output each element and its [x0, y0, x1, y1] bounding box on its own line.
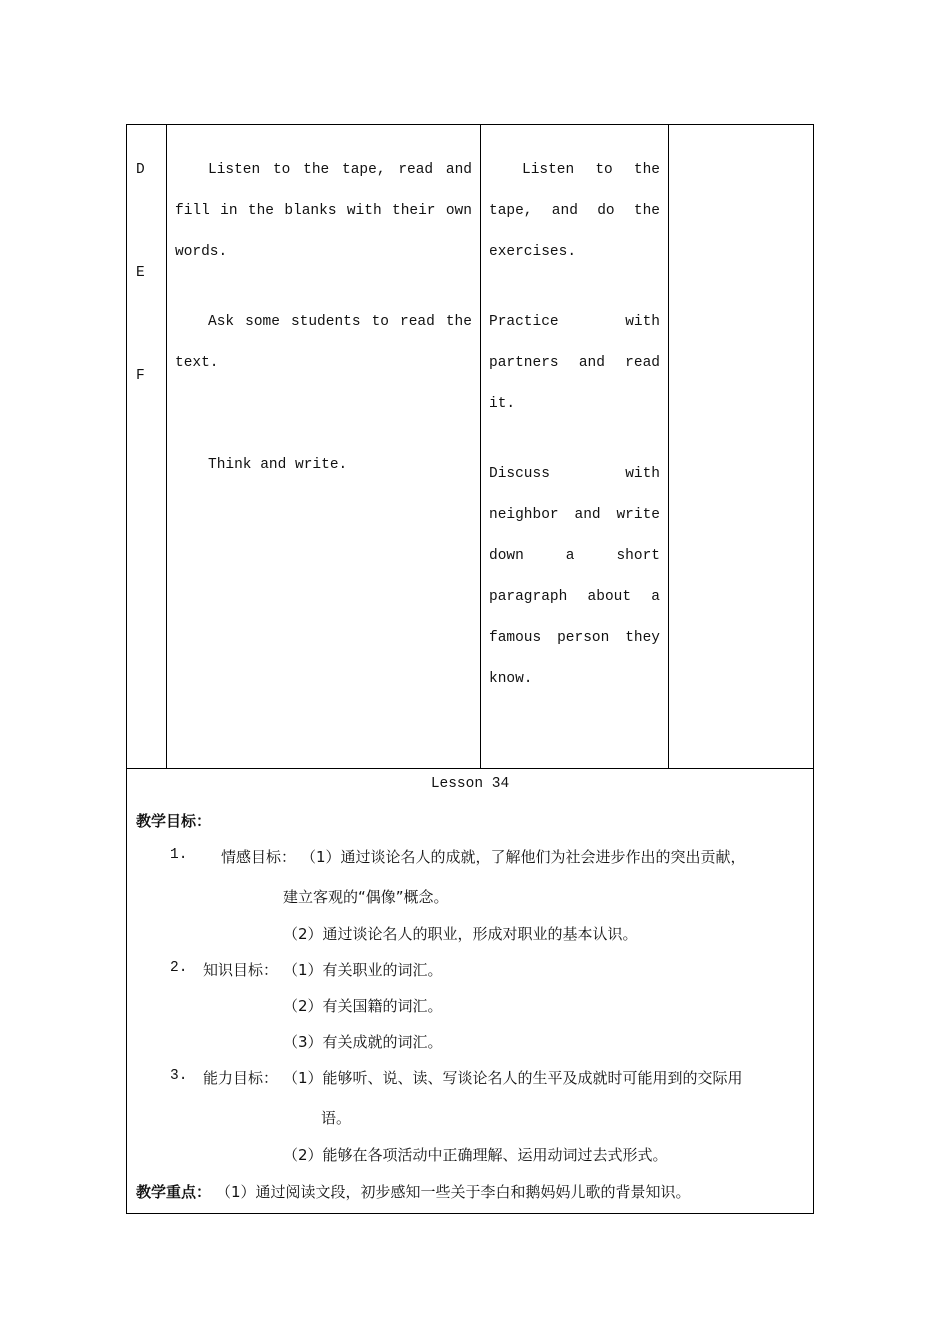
teacher-activity-line: words. — [175, 244, 228, 260]
objective-label: 能力目标： — [203, 1069, 279, 1087]
objective-text: （2）有关国籍的词汇。 — [283, 997, 443, 1015]
lesson-title: Lesson 34 — [430, 776, 510, 792]
objective-text: （1）有关职业的词汇。 — [283, 961, 443, 979]
student-activity-line: Discuss with — [489, 466, 660, 482]
student-activity-line: down a short — [489, 548, 660, 564]
column-divider — [668, 125, 669, 768]
objective-number: 2. — [170, 960, 188, 976]
key-points-heading: 教学重点： — [136, 1183, 212, 1201]
objective-text: （2）通过谈论名人的职业，形成对职业的基本认识。 — [283, 925, 638, 943]
objective-label: 情感目标： — [221, 848, 297, 866]
step-label-e: E — [136, 265, 145, 281]
objective-number: 1. — [170, 847, 188, 863]
teacher-activity-line: text. — [175, 355, 219, 371]
student-activity-line: tape, and do the — [489, 203, 660, 219]
step-label-f: F — [136, 368, 145, 384]
teacher-activity-line: Ask some students to read the — [208, 314, 472, 330]
student-activity-line: neighbor and write — [489, 507, 660, 523]
student-activity-line: famous person they — [489, 630, 660, 646]
student-activity-line: partners and read — [489, 355, 660, 371]
step-label-d: D — [136, 162, 145, 178]
objective-text: 语。 — [321, 1109, 352, 1127]
teacher-activity-line: fill in the blanks with their own — [175, 203, 472, 219]
column-divider — [166, 125, 167, 768]
student-activity-line: Listen to the — [522, 162, 660, 178]
student-activity-line: it. — [489, 396, 516, 412]
objective-number: 3. — [170, 1068, 188, 1084]
student-activity-line: exercises. — [489, 244, 577, 260]
objective-text: 建立客观的“偶像”概念。 — [283, 888, 449, 906]
objective-label: 知识目标： — [203, 961, 279, 979]
teacher-activity-line: Think and write. — [208, 457, 348, 473]
objective-text: （3）有关成就的词汇。 — [283, 1033, 443, 1051]
objective-text: （2）能够在各项活动中正确理解、运用动词过去式形式。 — [283, 1146, 668, 1164]
student-activity-line: know. — [489, 671, 533, 687]
objective-text: （1）能够听、说、读、写谈论名人的生平及成就时可能用到的交际用 — [283, 1069, 743, 1087]
objectives-heading: 教学目标： — [136, 812, 212, 830]
procedure-table — [126, 124, 814, 769]
teacher-activity-line: Listen to the tape, read and — [208, 162, 472, 178]
student-activity-line: Practice with — [489, 314, 660, 330]
key-points-text: （1）通过阅读文段，初步感知一些关于李白和鹅妈妈儿歌的背景知识。 — [216, 1183, 691, 1201]
student-activity-line: paragraph about a — [489, 589, 660, 605]
objective-text: （1）通过谈论名人的成就，了解他们为社会进步作出的突出贡献， — [301, 848, 746, 866]
lesson-plan-cell — [126, 768, 814, 1214]
column-divider — [480, 125, 481, 768]
